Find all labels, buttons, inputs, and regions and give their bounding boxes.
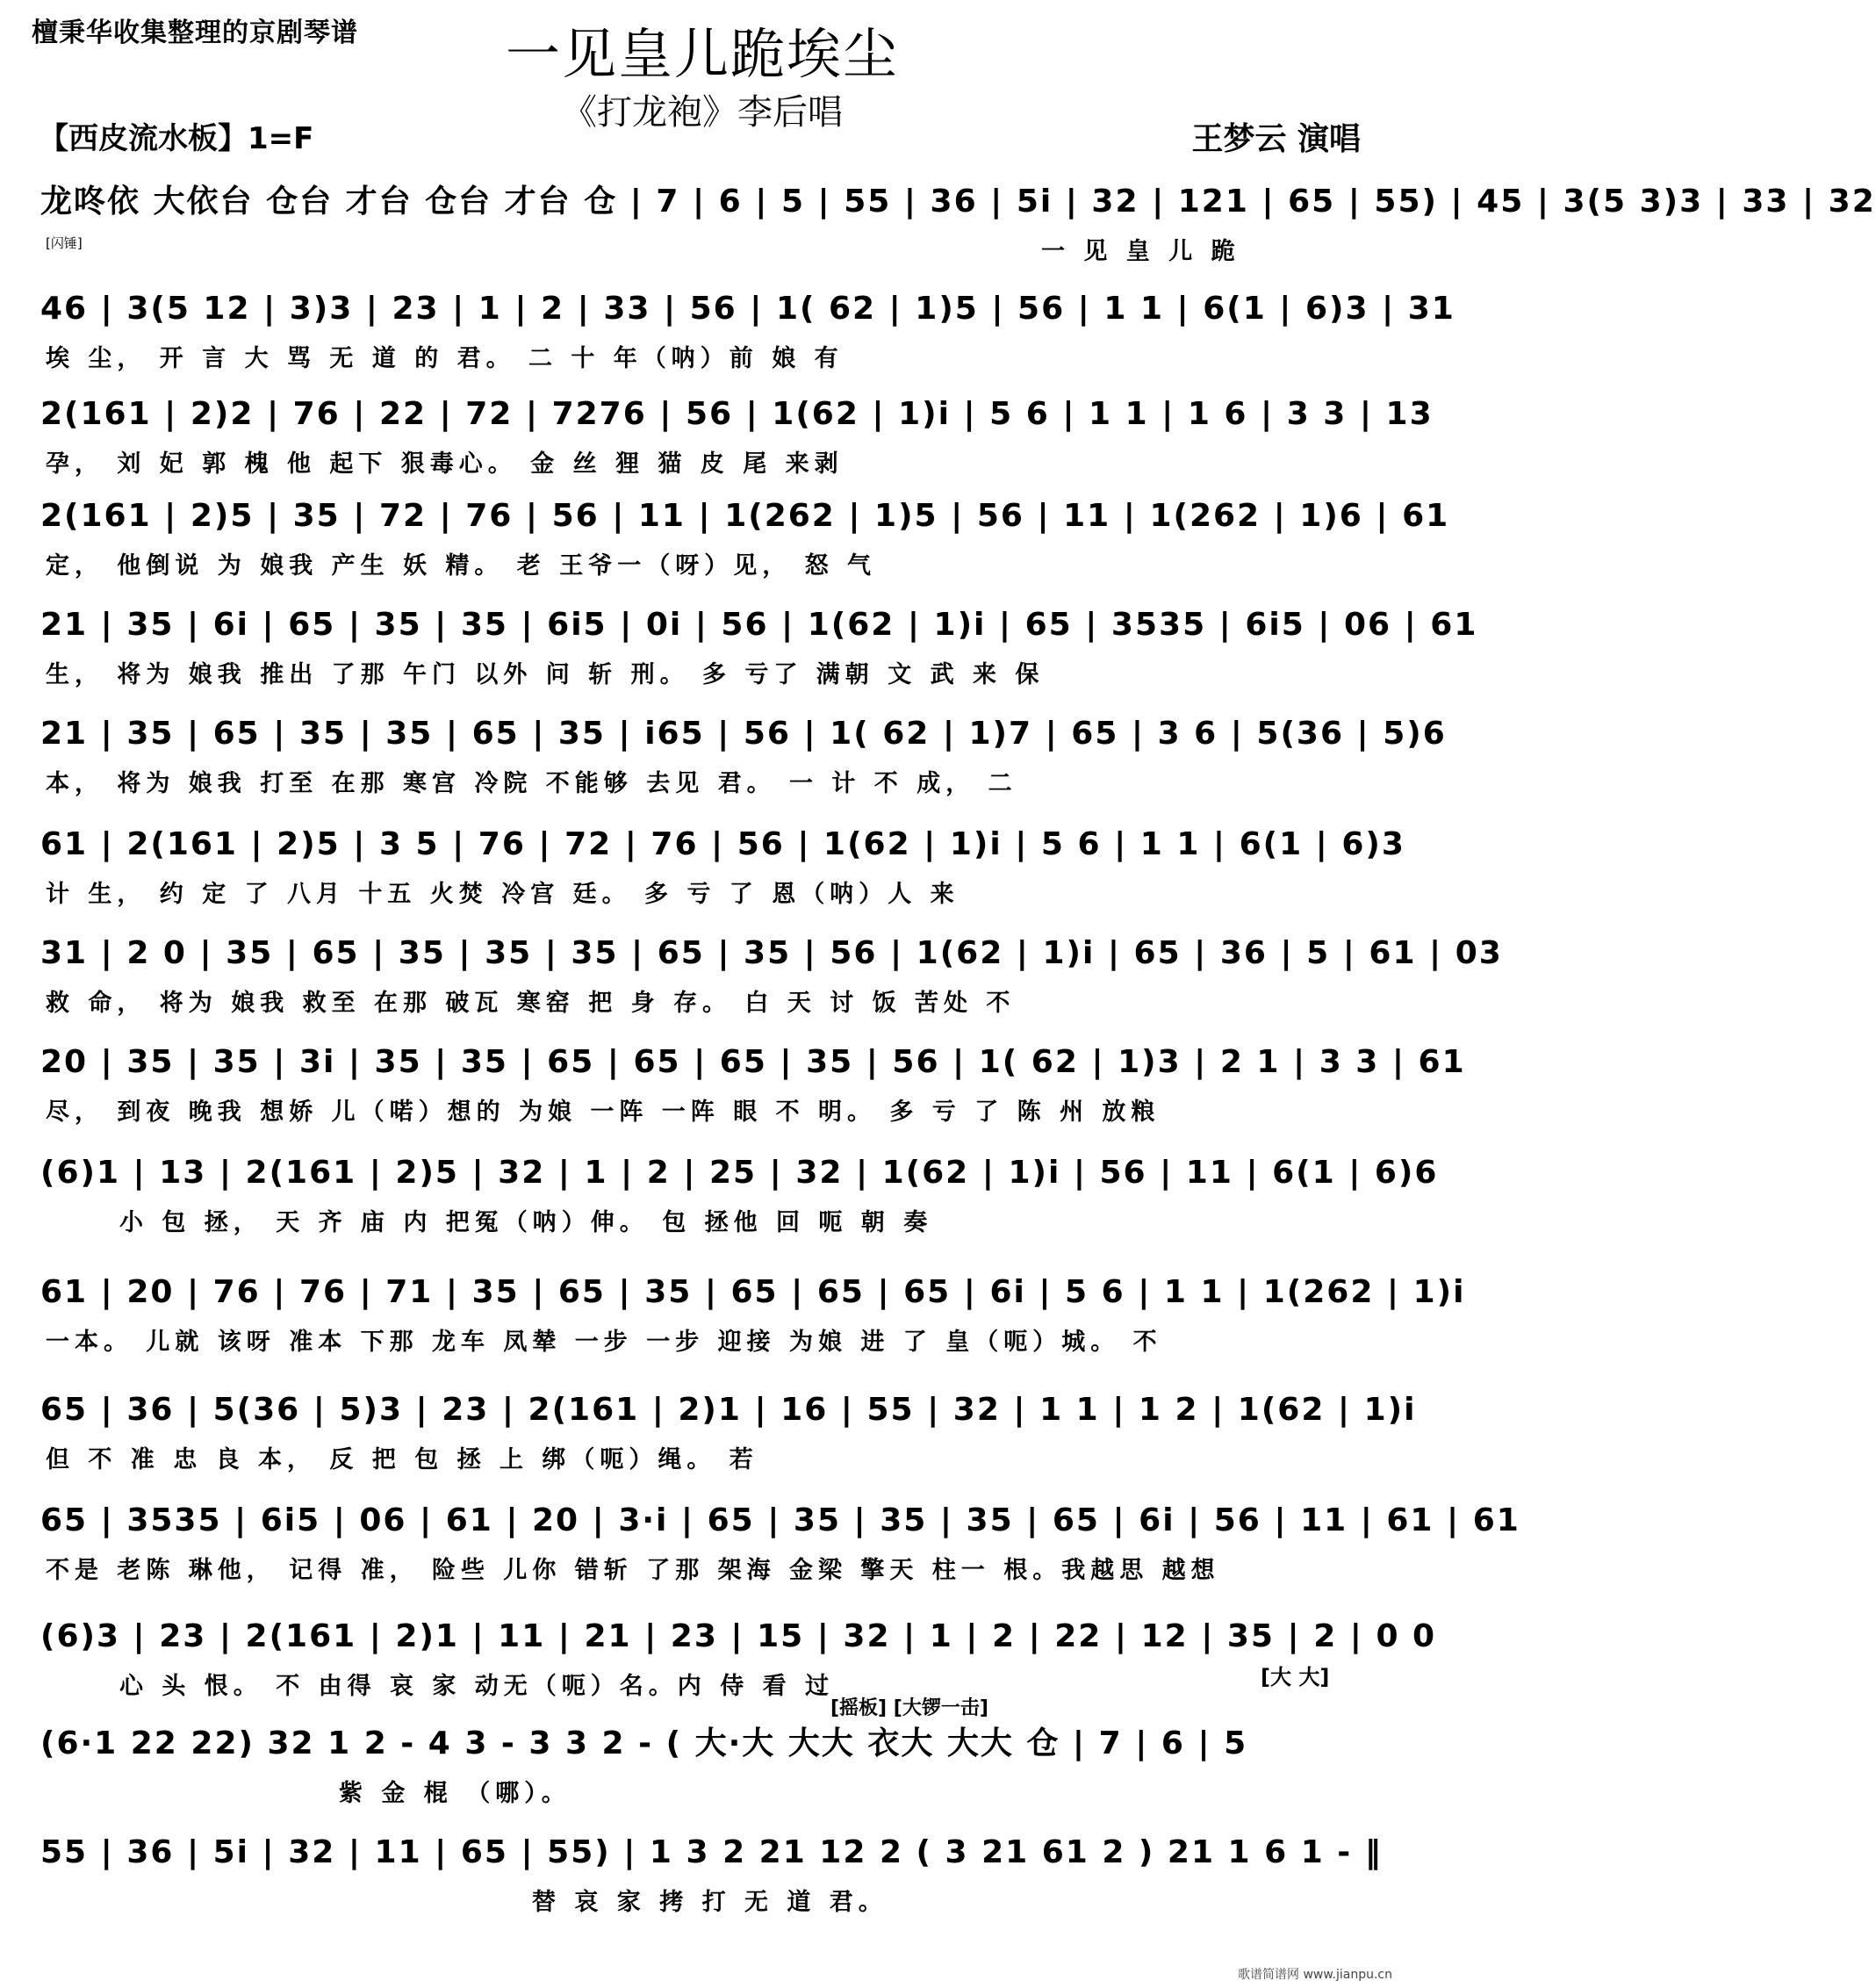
- notation-annotation: [闪锤]: [46, 235, 83, 251]
- song-subtitle: 《打龙袍》李后唱: [562, 92, 843, 133]
- notation: 2(161 | 2)5 | 35 | 72 | 76 | 56 | 11 | 1(262 | 1)5 | 56 | 11 | 1(262 | 1)6 | 61: [40, 498, 1450, 534]
- notation: 21 | 35 | 65 | 35 | 35 | 65 | 35 | i65 | 56 | 1( 62 | 1)7 | 65 | 3 6 | 5(36 | 5)6: [40, 716, 1447, 752]
- notation: 65 | 3535 | 6i5 | 06 | 61 | 20 | 3·i | 65 | 35 | 35 | 35 | 65 | 6i | 56 | 11 | 61 | 61: [40, 1502, 1520, 1538]
- lyrics: 孕， 刘 妃 郭 槐 他 起下 狠毒心。 金 丝 狸 猫 皮 尾 来剥: [46, 450, 844, 478]
- lyrics: 紫 金 棍 （哪）。: [339, 1780, 571, 1807]
- lyrics: 一 见 皇 儿 跪: [1041, 238, 1240, 265]
- song-title: 一见皇儿跪埃尘: [505, 22, 899, 86]
- notation: 20 | 35 | 35 | 3i | 35 | 35 | 65 | 65 | 65 | 35 | 56 | 1( 62 | 1)3 | 2 1 | 3 3 | 61: [40, 1044, 1466, 1080]
- collector-credit: 檀秉华收集整理的京剧琴谱: [32, 18, 358, 48]
- lyrics: 小 包 拯， 天 齐 庙 内 把冤（呐）伸。 包 拯他 回 呃 朝 奏: [119, 1209, 933, 1236]
- notation: (6·1 22 22) 32 1 2 - 4 3 - 3 3 2 - ( 大·大 大大 衣大 大大 仓 | 7 | 6 | 5: [40, 1725, 1248, 1761]
- notation: (6)1 | 13 | 2(161 | 2)5 | 32 | 1 | 2 | 25 | 32 | 1(62 | 1)i | 56 | 11 | 6(1 | 6)6: [40, 1155, 1439, 1191]
- lyrics: 救 命， 将为 娘我 救至 在那 破瓦 寒窑 把 身 存。 白 天 讨 饭 苦处 不: [46, 990, 1016, 1017]
- tempo-key: 【西皮流水板】1=F: [39, 121, 314, 156]
- notation-annotation: [大 大]: [1261, 1665, 1330, 1689]
- lyrics: 替 哀 家 拷 打 无 道 君。: [532, 1889, 888, 1916]
- notation: 21 | 35 | 6i | 65 | 35 | 35 | 6i5 | 0i | 56 | 1(62 | 1)i | 65 | 3535 | 6i5 | 06 | 61: [40, 607, 1478, 643]
- watermark: 歌谱简谱网 www.jianpu.cn: [1238, 1968, 1392, 1982]
- notation: (6)3 | 23 | 2(161 | 2)1 | 11 | 21 | 23 | 15 | 32 | 1 | 2 | 22 | 12 | 35 | 2 | 0 0: [40, 1618, 1437, 1654]
- notation: 65 | 36 | 5(36 | 5)3 | 23 | 2(161 | 2)1 | 16 | 55 | 32 | 1 1 | 1 2 | 1(62 | 1)i: [40, 1392, 1417, 1428]
- lyrics: 定， 他倒说 为 娘我 产生 妖 精。 老 王爷一（呀）见， 怒 气: [46, 552, 876, 580]
- notation: 2(161 | 2)2 | 76 | 22 | 72 | 7276 | 56 | 1(62 | 1)i | 5 6 | 1 1 | 1 6 | 3 3 | 13: [40, 396, 1434, 432]
- lyrics: 不是 老陈 琳他， 记得 准， 险些 儿你 错斩 了那 架海 金梁 擎天 柱一 根。我越思 越想: [46, 1557, 1220, 1584]
- lyrics: 本， 将为 娘我 打至 在那 寒宫 冷院 不能够 去见 君。 一 计 不 成， 二: [46, 770, 1017, 797]
- notation: 55 | 36 | 5i | 32 | 11 | 65 | 55) | 1 3 2 21 12 2 ( 3 21 61 2 ) 21 1 6 1 - ‖: [40, 1834, 1383, 1870]
- notation: 31 | 2 0 | 35 | 65 | 35 | 35 | 35 | 65 | 35 | 56 | 1(62 | 1)i | 65 | 36 | 5 | 61 | 03: [40, 935, 1503, 971]
- lyrics: 但 不 准 忠 良 本， 反 把 包 拯 上 绑（呃）绳。 若: [46, 1446, 758, 1473]
- notation: 46 | 3(5 12 | 3)3 | 23 | 1 | 2 | 33 | 56 | 1( 62 | 1)5 | 56 | 1 1 | 6(1 | 6)3 | 31: [40, 291, 1456, 327]
- lyrics: 计 生， 约 定 了 八月 十五 火焚 冷宫 廷。 多 亏 了 恩（呐）人 来: [46, 881, 960, 908]
- notation-annotation: [摇板] [大锣一击]: [830, 1697, 988, 1719]
- lyrics: 尽， 到夜 晚我 想娇 儿（喏）想的 为娘 一阵 一阵 眼 不 明。 多 亏 了 陈 州 放粮: [46, 1098, 1161, 1126]
- notation: 61 | 20 | 76 | 76 | 71 | 35 | 65 | 35 | 65 | 65 | 65 | 6i | 5 6 | 1 1 | 1(262 | 1)i: [40, 1274, 1466, 1310]
- lyrics: 埃 尘， 开 言 大 骂 无 道 的 君。 二 十 年（呐）前 娘 有: [46, 345, 844, 372]
- performer: 王梦云 演唱: [1191, 121, 1361, 157]
- lyrics: 一本。 儿就 该呀 准本 下那 龙车 凤辇 一步 一步 迎接 为娘 进 了 皇（呃）城。 不: [46, 1329, 1162, 1356]
- notation: 龙咚依 大依台 仓台 才台 仓台 才台 仓 | 7 | 6 | 5 | 55 | 36 | 5i | 32 | 121 | 65 | 55) | 45 | 3(5 3)3 | 33 | 32: [40, 184, 1876, 220]
- notation: 61 | 2(161 | 2)5 | 3 5 | 76 | 72 | 76 | 56 | 1(62 | 1)i | 5 6 | 1 1 | 6(1 | 6)3: [40, 826, 1405, 862]
- lyrics: 生， 将为 娘我 推出 了那 午门 以外 问 斩 刑。 多 亏了 满朝 文 武 来 保: [46, 661, 1045, 688]
- lyrics: 心 头 恨。 不 由得 哀 家 动无（呃）名。内 侍 看 过: [119, 1673, 834, 1700]
